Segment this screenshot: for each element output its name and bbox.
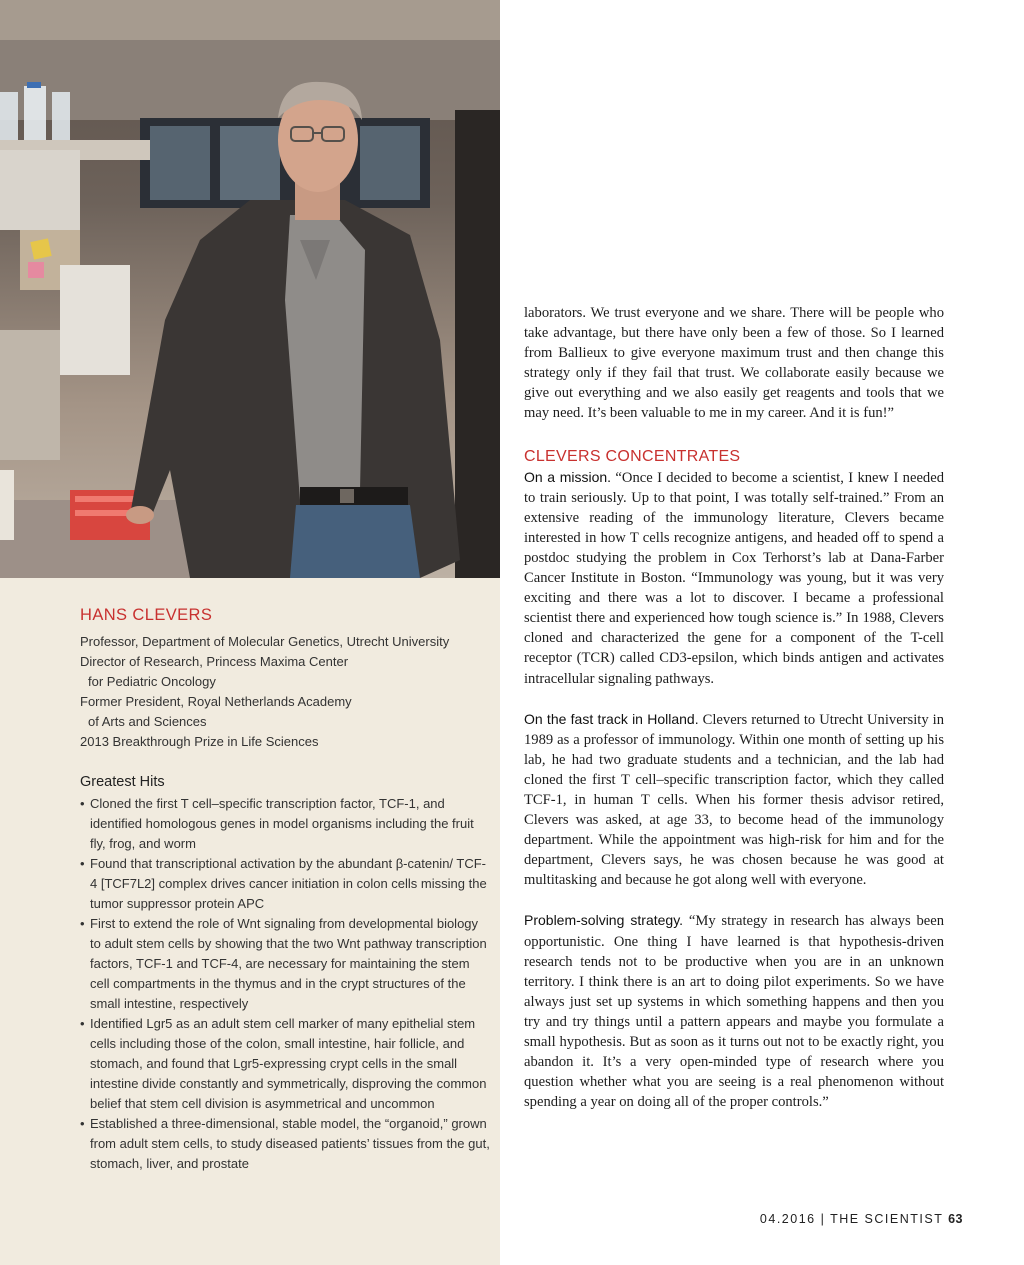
intro-paragraph: laborators. We trust everyone and we share. There will be people who take advantage, but there have only been a few of those. So I learned from Ballieux to give everyone maximum trust and then change this strategy only if they fail that trust. We collaborate easily because we give out everything and we also easily get reagents and tools that we may need. It’s been valuable to me in my career. And it is fun!”: [524, 305, 944, 422]
fast-track-paragraph: [524, 709, 944, 891]
sidebar-panel: [0, 0, 500, 1265]
list-item: • First to extend the role of Wnt signaling from developmental biology to adult stem cells by showing that the two Wnt pathway transcription factors, TCF-1 and TCF-4, are necessary for maintaining the stem cell compartments in the thymus and in the crypt structures of the small intestine, respectively: [80, 914, 492, 1014]
role-line: Director of Research, Princess Maxima Center: [80, 654, 349, 669]
scientist-name: HANS CLEVERS: [80, 606, 213, 624]
paragraph-lead: Problem-solving strategy.: [524, 912, 684, 929]
paragraph-text: Clevers returned to Utrecht University in 1989 as a professor of immunology. Within one month of setting up his lab, he had two graduate students and a technician, and the lab had cloned the first T cell–specific transcription factor, which they called TCF-1, in human T cells. When his former thesis advisor retired, Clevers was asked, at age 33, to become head of the immunology department. While the appointment was high-risk for him and for the department, Clevers says, he was chosen because he was good at multitasking and because he got along well with everyone.: [524, 711, 945, 889]
paragraph-lead: On a mission.: [524, 468, 612, 485]
portrait-photo: [0, 0, 500, 578]
role-line: 2013 Breakthrough Prize in Life Sciences: [80, 734, 319, 749]
page-number: 63: [948, 1212, 963, 1226]
role-line: Professor, Department of Molecular Genetics, Utrecht University: [80, 634, 450, 649]
paragraph-text: “My strategy in research has always been opportunistic. One thing I have learned is that hypothesis-driven research tends not to be productive when you are in an unknown territory. I think there is an art to doing pilot experiments. So we have always just set up systems in which something happens and then you try and try things until a pattern appears and maybe you formulate a small hypothesis. But as soon as it turns out not to be exactly right, you abandon it. It’s a very open-minded type of research where you question whether what you are seeing is a real phenomenon without spending a year on doing all of the proper controls.”: [524, 913, 945, 1111]
paragraph-lead: On the fast track in Holland.: [524, 710, 699, 727]
greatest-hits-list: [80, 794, 492, 1174]
lab-portrait-illustration: [0, 0, 500, 578]
list-item: • Cloned the first T cell–specific transcription factor, TCF-1, and identified homologous genes in model organisms including the fruit fly, frog, and worm: [80, 794, 492, 854]
role-line: Former President, Royal Netherlands Academy: [80, 694, 352, 709]
role-line: of Arts and Sciences: [88, 714, 207, 729]
greatest-hits-heading: Greatest Hits: [80, 774, 165, 790]
mission-paragraph: [524, 467, 944, 689]
page-footer: [760, 1212, 963, 1226]
section-heading: CLEVERS CONCENTRATES: [524, 447, 741, 465]
strategy-paragraph: [524, 910, 944, 1112]
list-item: • Identified Lgr5 as an adult stem cell marker of many epithelial stem cells including those of the colon, small intestine, hair follicle, and stomach, and found that Lgr5-expressing crypt cells in the small intestine divide constantly and symmetrically, disproving the common belief that stem cell division is asymmetrical and uncommon: [80, 1014, 492, 1114]
list-item: • Found that transcriptional activation by the abundant β-catenin/ TCF-4 [TCF7L2] complex drives cancer initiation in colon cells missing the tumor suppressor protein APC: [80, 854, 492, 914]
role-line: for Pediatric Oncology: [88, 674, 216, 689]
article-body: [524, 303, 944, 1112]
issue-label: 04.2016 | THE SCIENTIST: [759, 1212, 944, 1226]
bio-sidebar: [80, 606, 492, 1174]
paragraph-text: “Once I decided to become a scientist, I knew I needed to train seriously. Up to that point, I was totally self-trained.” From an extensive reading of the immunology literature, Clevers became interested in how T cells recognize antigens, and headed off to spend a postdoc studying the problem in Cox Terhorst’s lab at Dana-Farber Cancer Institute in Boston. “Immunology was young, but it was very exciting and there was a lot to discover. I became a professional scientist there and experienced how tough science is.” In 1988, Clevers cloned and characterized the gene for a component of the T-cell receptor (TCR) called CD3-epsilon, which binds antigen and activates intracellular signaling pathways.: [524, 469, 944, 687]
role-list: [80, 632, 492, 752]
list-item: • Established a three-dimensional, stable model, the “organoid,” grown from adult stem cells, to study diseased patients’ tissues from the gut, stomach, liver, and prostate: [80, 1114, 492, 1174]
